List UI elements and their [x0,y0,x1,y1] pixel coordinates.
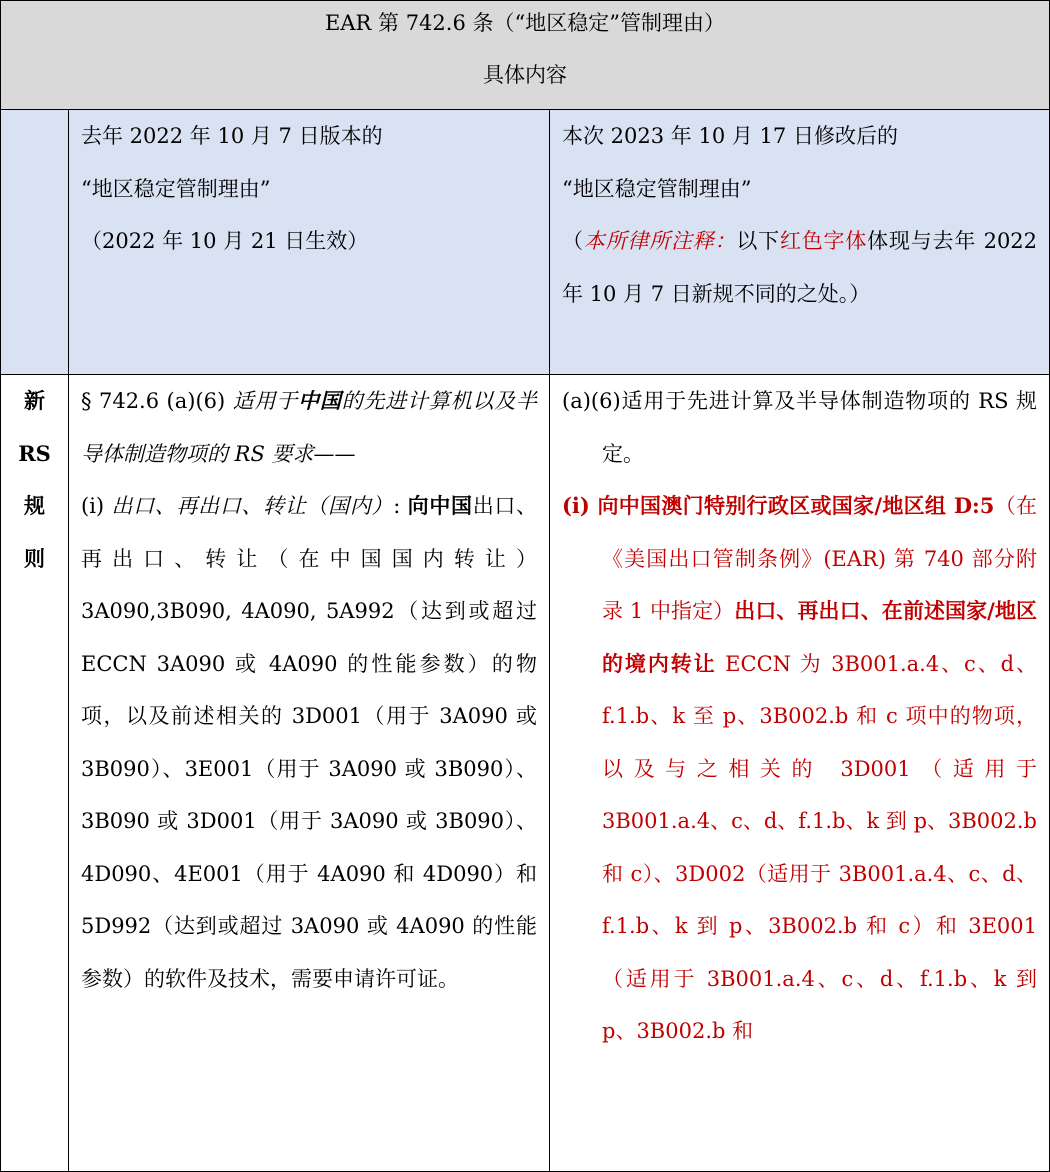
right-p2-bold: (i) 向中国澳门特别行政区或国家/地区组 D:5 [562,493,995,518]
row-label-char: 则 [24,545,45,571]
left-rule-text [69,375,550,1172]
header-subtitle: 具体内容 [483,63,567,87]
left-p1-italic: 的先进计算机以及半导体制造物项的 RS 要求—— [81,389,538,466]
row-label-char: 规 [24,493,45,518]
left-para-2 [81,480,537,1005]
left-head-line: 去年 2022 年 10 月 7 日版本的 [81,124,383,148]
left-p1-italic: 适用于 [232,389,299,413]
left-p2-italic: 出口、再出口、转让（国内） [111,494,394,518]
note-red: 红色字体 [779,229,868,253]
table-header [1,1,1050,110]
left-head-line: （2022 年 10 月 21 日生效） [81,229,369,253]
right-version-header [550,110,1050,375]
left-p2-colon: : [393,494,408,518]
right-para-2 [562,480,1037,1058]
left-p1-bold: 中国 [298,388,342,413]
right-p2-rest: ECCN 为 3B001.a.4、c、d、f.1.b、k 至 p、3B002.b 和 c 项中的物项，以及与之相关的 3D001（适用于 3B001.a.4、c、d、f.1.b、k 到 p、3B002.b 和 c）、3D002（适用于 3B001.a.4、c、d、f.1.b、k 到 p、3B002.b 和 c）和 3E001（适用于 3B001.a.4、c、d、f.1.b、k 到 p、3B002.b 和 [602,651,1038,1043]
blank-corner-cell [1,110,69,375]
right-p2-mid: （在《美国出口管制条例》(EAR) 第 740 部分附录 1 中指定） [602,494,1038,623]
right-p2-bold: 出口、再出口、在前述国家/地区的境内转让 [602,598,1037,676]
left-head-line: “地区稳定管制理由” [81,176,271,201]
row-label-char: RS [18,440,51,466]
left-p2-bold: 中国 [429,493,473,518]
right-para-1: (a)(6)适用于先进计算及半导体制造物项的 RS 规定。 [562,389,1037,466]
right-rule-text [550,375,1050,1172]
row-label [1,375,69,1172]
left-para-1 [81,375,537,480]
row-label-char: 新 [24,388,45,413]
left-version-header [69,110,550,375]
left-p1-prefix: § 742.6 (a)(6) [81,389,233,413]
right-head-line: “地区稳定管制理由” [562,176,752,201]
note-open: （ [562,229,584,253]
note-label: 本所律所注释： [583,229,737,253]
left-p2-rest: 出口、再出口、转让（在中国国内转让）3A090,3B090, 4A090, 5A992（达到或超过 ECCN 3A090 或 4A090 的性能参数）的物项，以及前述相关的 3D001（用于 3A090 或 3B090）、3E001（用于 3A090 或 3B090）、3B090 或 3D001（用于 3A090 或 3B090）、4D090、4E001（用于 4A090 和 4D090）和 5D992（达到或超过 3A090 或 4A090 的性能参数）的软件及技术，需要申请许可证。 [81,494,538,991]
right-head-line: 本次 2023 年 10 月 17 日修改后的 [562,124,898,148]
header-title: EAR 第 742.6 条（“地区稳定”管制理由） [325,11,725,35]
left-p2-bold: 向 [407,493,430,518]
note-mid: 以下 [736,229,780,253]
note-end: 体现与去年 2022 年 10 月 7 日新规不同的之处。） [562,229,1038,306]
left-p2-prefix: (i) [81,494,112,518]
